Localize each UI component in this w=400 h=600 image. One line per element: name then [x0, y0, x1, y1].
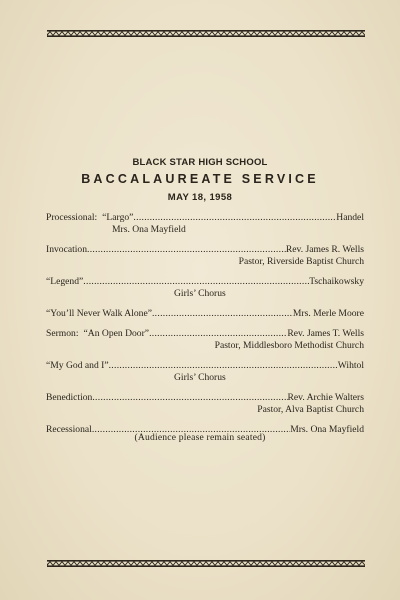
- item-subline: Pastor, Riverside Baptist Church: [238, 256, 364, 267]
- item-label: Recessional: [46, 424, 92, 435]
- program-item-legend: [46, 276, 364, 300]
- audience-note: (Audience please remain seated): [134, 432, 266, 443]
- leader-dots: [92, 392, 287, 404]
- school-name: BLACK STAR HIGH SCHOOL: [132, 157, 268, 168]
- item-label: “You’ll Never Walk Alone”: [46, 308, 152, 319]
- program-item-invocation: [46, 244, 364, 268]
- program-item-hymn: [46, 360, 364, 384]
- item-label: Sermon:: [46, 328, 79, 339]
- item-label: Benediction: [46, 392, 93, 403]
- item-performer: Mrs. Ona Mayfield: [290, 424, 364, 435]
- leader-dots: [133, 212, 336, 224]
- service-title: BACCALAUREATE SERVICE: [81, 172, 319, 186]
- item-label: Processional:: [46, 212, 98, 223]
- bottom-decorative-border: [47, 560, 365, 567]
- leader-dots: [83, 276, 309, 288]
- leader-dots: [109, 360, 338, 372]
- item-label: “Legend”: [46, 276, 84, 287]
- item-title: “An Open Door”: [83, 328, 150, 339]
- program-item-benediction: [46, 392, 364, 416]
- item-label: “My God and I”: [46, 360, 109, 371]
- top-decorative-border: [47, 30, 365, 37]
- item-performer: Tschaikowsky: [309, 276, 364, 287]
- service-date: MAY 18, 1958: [167, 192, 233, 203]
- leader-dots: [149, 328, 287, 340]
- item-subline: Pastor, Alva Baptist Church: [257, 404, 364, 415]
- leader-dots: [152, 308, 293, 320]
- item-performer: Rev. Archie Walters: [287, 392, 364, 403]
- item-performer: Handel: [336, 212, 364, 223]
- item-subline: Girls’ Chorus: [174, 372, 226, 383]
- program-item-solo: [46, 308, 364, 320]
- leader-dots: [87, 244, 286, 256]
- program-item-processional: [46, 212, 364, 236]
- item-performer: Rev. James T. Wells: [287, 328, 364, 339]
- item-subline: Mrs. Ona Mayfield: [112, 224, 186, 235]
- item-performer: Wihtol: [337, 360, 364, 371]
- item-label: Invocation: [46, 244, 88, 255]
- item-title: “Largo”: [102, 212, 134, 223]
- item-subline: Pastor, Middlesboro Methodist Church: [214, 340, 364, 351]
- program-list: [46, 212, 364, 444]
- program-item-sermon: [46, 328, 364, 352]
- item-performer: Mrs. Merle Moore: [292, 308, 364, 319]
- item-performer: Rev. James R. Wells: [285, 244, 364, 255]
- item-subline: Girls’ Chorus: [174, 288, 226, 299]
